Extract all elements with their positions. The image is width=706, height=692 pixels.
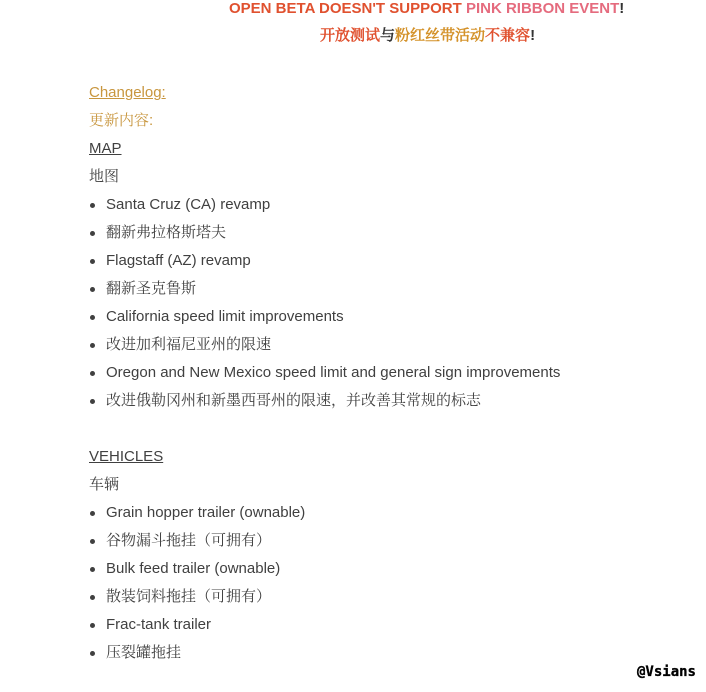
list-item — [89, 219, 689, 247]
list-item-text: 翻新圣克鲁斯 — [106, 280, 197, 297]
list-item — [89, 303, 689, 331]
list-item-text: Grain hopper trailer (ownable) — [106, 504, 306, 521]
list-item-text: 谷物漏斗拖挂（可拥有） — [106, 532, 272, 549]
banner-notice-cn — [320, 27, 535, 45]
list-item-text: Flagstaff (AZ) revamp — [106, 252, 251, 269]
bullet-icon — [90, 315, 95, 320]
list-item — [89, 275, 689, 303]
section-title-vehicles: VEHICLES — [89, 448, 164, 465]
bullet-icon — [90, 567, 95, 572]
bullet-icon — [90, 511, 95, 516]
bullet-icon — [90, 259, 95, 264]
bullet-icon — [90, 231, 95, 236]
list-item-text: Frac-tank trailer — [106, 616, 212, 633]
list-item-text: California speed limit improvements — [106, 308, 344, 325]
list-item — [89, 527, 689, 555]
section-subtitle-vehicles: 车辆 — [89, 476, 120, 493]
list-item — [89, 499, 689, 527]
vehicle-changes-list — [89, 499, 689, 667]
list-item-text: 改进加利福尼亚州的限速 — [106, 336, 272, 353]
list-item-text: Oregon and New Mexico speed limit and general sign improvements — [106, 364, 561, 381]
list-item-text: Bulk feed trailer (ownable) — [106, 560, 281, 577]
list-item — [89, 583, 689, 611]
changelog-content — [89, 79, 689, 667]
map-changes-list — [89, 191, 689, 415]
list-item — [89, 191, 689, 219]
section-subtitle-map: 地图 — [89, 168, 120, 185]
banner-cn-part2: 与 — [380, 27, 396, 44]
changelog-label-cn: 更新内容: — [89, 112, 154, 129]
list-item — [89, 359, 689, 387]
list-item — [89, 639, 689, 667]
list-item-text: 改进俄勒冈州和新墨西哥州的限速，并改善其常规的标志 — [106, 392, 482, 409]
list-item — [89, 247, 689, 275]
bullet-icon — [90, 287, 95, 292]
list-item — [89, 555, 689, 583]
banner-cn-part4: 不兼容 — [485, 27, 531, 44]
bullet-icon — [90, 595, 95, 600]
bullet-icon — [90, 343, 95, 348]
banner-cn-exclaim: ! — [530, 27, 536, 44]
watermark: @Vsians — [636, 664, 696, 680]
list-item — [89, 387, 689, 415]
banner-en-event-name: PINK RIBBON EVENT — [465, 0, 620, 17]
section-spacer — [89, 415, 689, 443]
banner-notice-en — [229, 0, 624, 17]
bullet-icon — [90, 539, 95, 544]
list-item — [89, 611, 689, 639]
bullet-icon — [90, 651, 95, 656]
banner-cn-event-name: 粉红丝带活动 — [395, 27, 486, 44]
list-item-text: Santa Cruz (CA) revamp — [106, 196, 271, 213]
bullet-icon — [90, 371, 95, 376]
list-item-text: 翻新弗拉格斯塔夫 — [106, 224, 227, 241]
banner-en-part1: OPEN BETA DOESN'T SUPPORT — [229, 0, 466, 17]
list-item-text: 散装饲料拖挂（可拥有） — [106, 588, 272, 605]
bullet-icon — [90, 399, 95, 404]
bullet-icon — [90, 623, 95, 628]
list-item-text: 压裂罐拖挂 — [106, 644, 182, 661]
banner-en-exclaim: ! — [619, 0, 625, 17]
section-title-map: MAP — [89, 140, 122, 157]
bullet-icon — [90, 203, 95, 208]
changelog-link[interactable]: Changelog: — [89, 84, 166, 101]
list-item — [89, 331, 689, 359]
banner-cn-part1: 开放测试 — [320, 27, 381, 44]
